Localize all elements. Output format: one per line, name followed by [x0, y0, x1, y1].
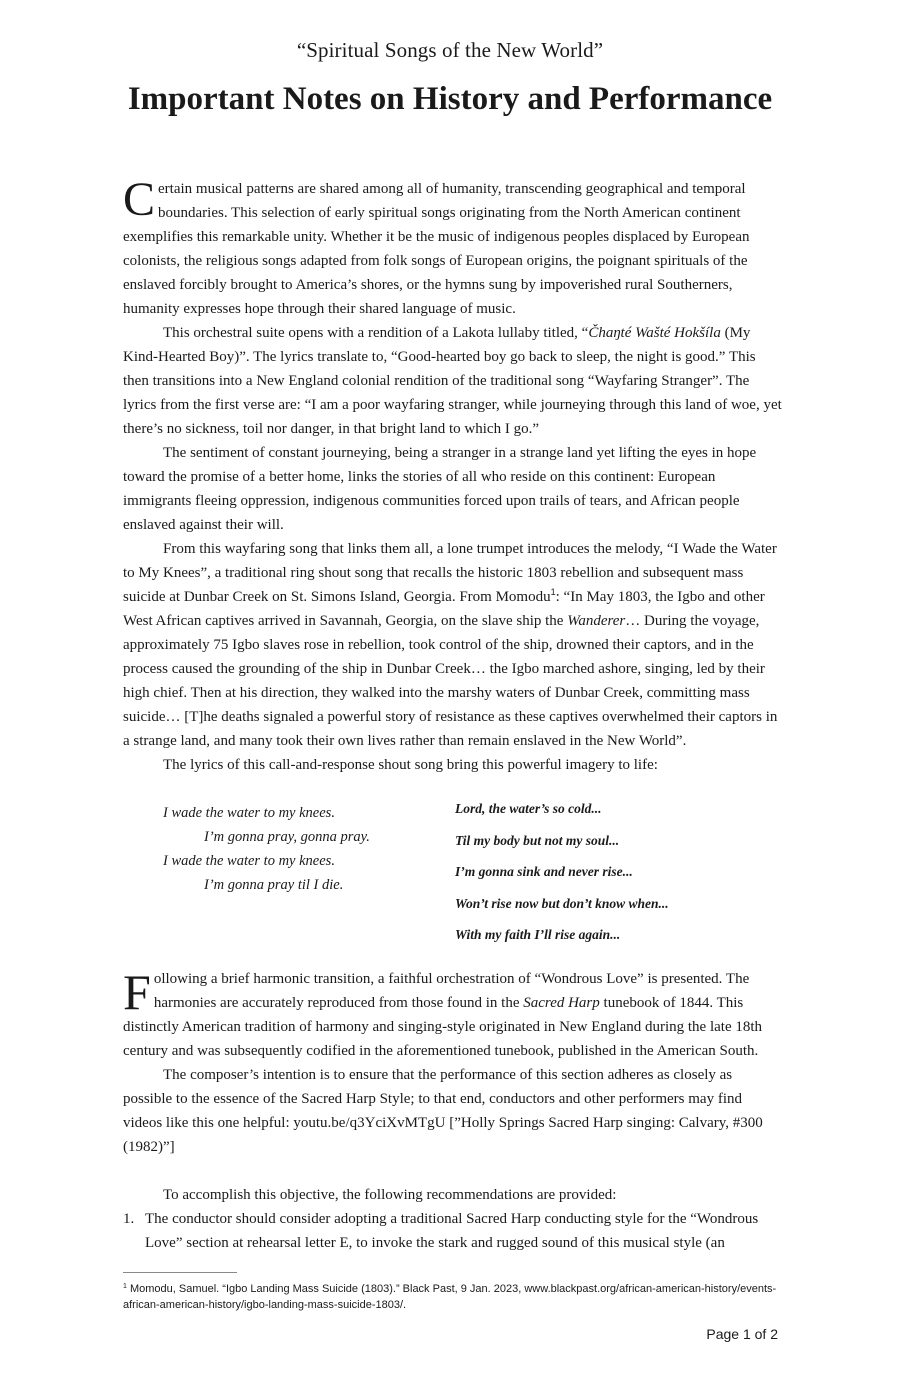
footnote-reference[interactable]: 1 [550, 587, 556, 597]
wade-text-c: … During the voyage, approximately 75 Igbo slaves rose in rebellion, took control of the ship, drowned their captors, and in the process caused the grounding of the ship in Dunbar Creek… the Igbo marched ashore, singing, led by their high chief. Then at his direction, they walked into the marshy waters of Dunbar Creek, committing mass suicide… [T]he deaths signaled a powerful story of resistance as these captives overwhelmed their captors in a strange land, and many took their own lives rather than remain enslaved in the New World”. [123, 613, 778, 749]
lyric-line: I’m gonna sink and never rise... [455, 864, 633, 879]
lyrics-intro-paragraph: The lyrics of this call-and-response shout song bring this powerful imagery to life: [163, 757, 658, 773]
sentiment-paragraph: The sentiment of constant journeying, being a stranger in a strange land yet lifting the eyes in hope toward the promise of a better home, links the stories of all who reside on this continent: European immigrants fleeing oppression, indigenous communities forced upon trails of tears, and African people enslaved against their will. [123, 445, 757, 533]
tunebook-title: Sacred Harp [523, 995, 600, 1011]
wade-water-paragraph [123, 537, 783, 753]
lyric-line: I’m gonna pray til I die. [204, 877, 344, 893]
lyric-line: Til my body but not my soul... [455, 832, 620, 848]
page-number: Page 1 of 2 [706, 1326, 778, 1342]
wade-text-a: From this wayfaring song that links them all, a lone trumpet introduces the melody, “I Wade the Water to My Knees”, a traditional ring shout song that recalls the historic 1803 rebellion and subsequent mass suicide at Dunbar Creek on St. Simons Island, Georgia. From Momodu [123, 541, 777, 605]
footnote-marker: 1 [123, 1283, 127, 1290]
footnote [123, 1281, 783, 1313]
recommendations-intro: To accomplish this objective, the following recommendations are provided: [163, 1187, 617, 1203]
wondrous-text-b: tunebook of 1844. This distinctly American tradition of harmony and singing-style originated in New England during the late 18th century and was subsequently codified in the aforementioned tunebook, published in the American South. [123, 995, 763, 1059]
footnote-text: Momodu, Samuel. “Igbo Landing Mass Suicide (1803).” Black Past, 9 Jan. 2023, www.blackpast.org/african-american-history/events-african-american-history/igbo-landing-mass-suicide-1803/. [123, 1283, 777, 1311]
composer-intention-paragraph: The composer’s intention is to ensure that the performance of this section adheres as closely as possible to the essence of the Sacred Harp Style; to that end, conductors and other performers may find videos like this one helpful: youtu.be/q3YciXvMTgU [”Holly Springs Sacred Harp singing: Calvary, #300 (1982)”] [123, 1067, 763, 1155]
lyric-line: I’m gonna pray, gonna pray. [204, 829, 370, 845]
lakota-title: Čhaŋté Wašté Hokšíla [588, 325, 721, 341]
lakota-text-a: This orchestral suite opens with a rendition of a Lakota lullaby titled, “ [163, 325, 589, 341]
lyric-line: Won’t rise now but don’t know when... [455, 895, 669, 911]
section-performance [123, 964, 783, 1255]
wondrous-love-paragraph [123, 964, 783, 1063]
ship-name: Wanderer [567, 613, 626, 629]
lyrics-right-column [455, 793, 669, 951]
intro-paragraph [123, 173, 783, 321]
lyric-line: I wade the water to my knees. [163, 853, 335, 869]
drop-cap: C [123, 173, 156, 226]
intro-text: ertain musical patterns are shared among all of humanity, transcending geographical and temporal boundaries. This selection of early spiritual songs originating from the North American continent exemplifies this remarkable unity. Whether it be the music of indigenous peoples displaced by European colonists, the religious songs adapted from folk songs of European origins, the poignant spirituals of the enslaved forcibly brought to America’s shores, or the hymns sung by impoverished rural Southerners, humanity expresses hope through their shared language of music. [123, 181, 750, 317]
lyric-line: With my faith I’ll rise again... [455, 927, 621, 942]
page-title: Important Notes on History and Performance [127, 81, 773, 117]
lyrics-left-column [163, 801, 370, 897]
series-title: “Spiritual Songs of the New World” [296, 38, 604, 62]
footnote-divider [123, 1272, 237, 1273]
list-number: 1. [123, 1211, 135, 1227]
list-text: The conductor should consider adopting a traditional Sacred Harp conducting style for the “Wondrous Love” section at rehearsal letter E, to invoke the stark and rugged sound of this musical style (an [145, 1211, 759, 1251]
wade-text-b: : “In May 1803, the Igbo and other West African captives arrived in Savannah, Georgia, on the slave ship the [123, 589, 765, 629]
wondrous-text-a: ollowing a brief harmonic transition, a faithful orchestration of “Wondrous Love” is presented. The harmonies are accurately reproduced from those found in the [153, 971, 750, 1011]
list-item [123, 1207, 783, 1255]
lakota-text-b: (My Kind-Hearted Boy)”. The lyrics translate to, “Good-hearted boy go back to sleep, the night is good.” This then transitions into a New England colonial rendition of the traditional song “Wayfaring Stranger”. The lyrics from the first verse are: “I am a poor wayfaring stranger, while journeying through this land of woe, yet there’s no sickness, toil nor danger, in that bright land to which I go.” [123, 325, 782, 437]
lyric-line: I wade the water to my knees. [163, 805, 335, 821]
drop-cap: F [123, 964, 151, 1020]
section-history [123, 173, 783, 777]
lakota-paragraph [123, 321, 783, 441]
lyric-line: Lord, the water’s so cold... [455, 801, 602, 816]
